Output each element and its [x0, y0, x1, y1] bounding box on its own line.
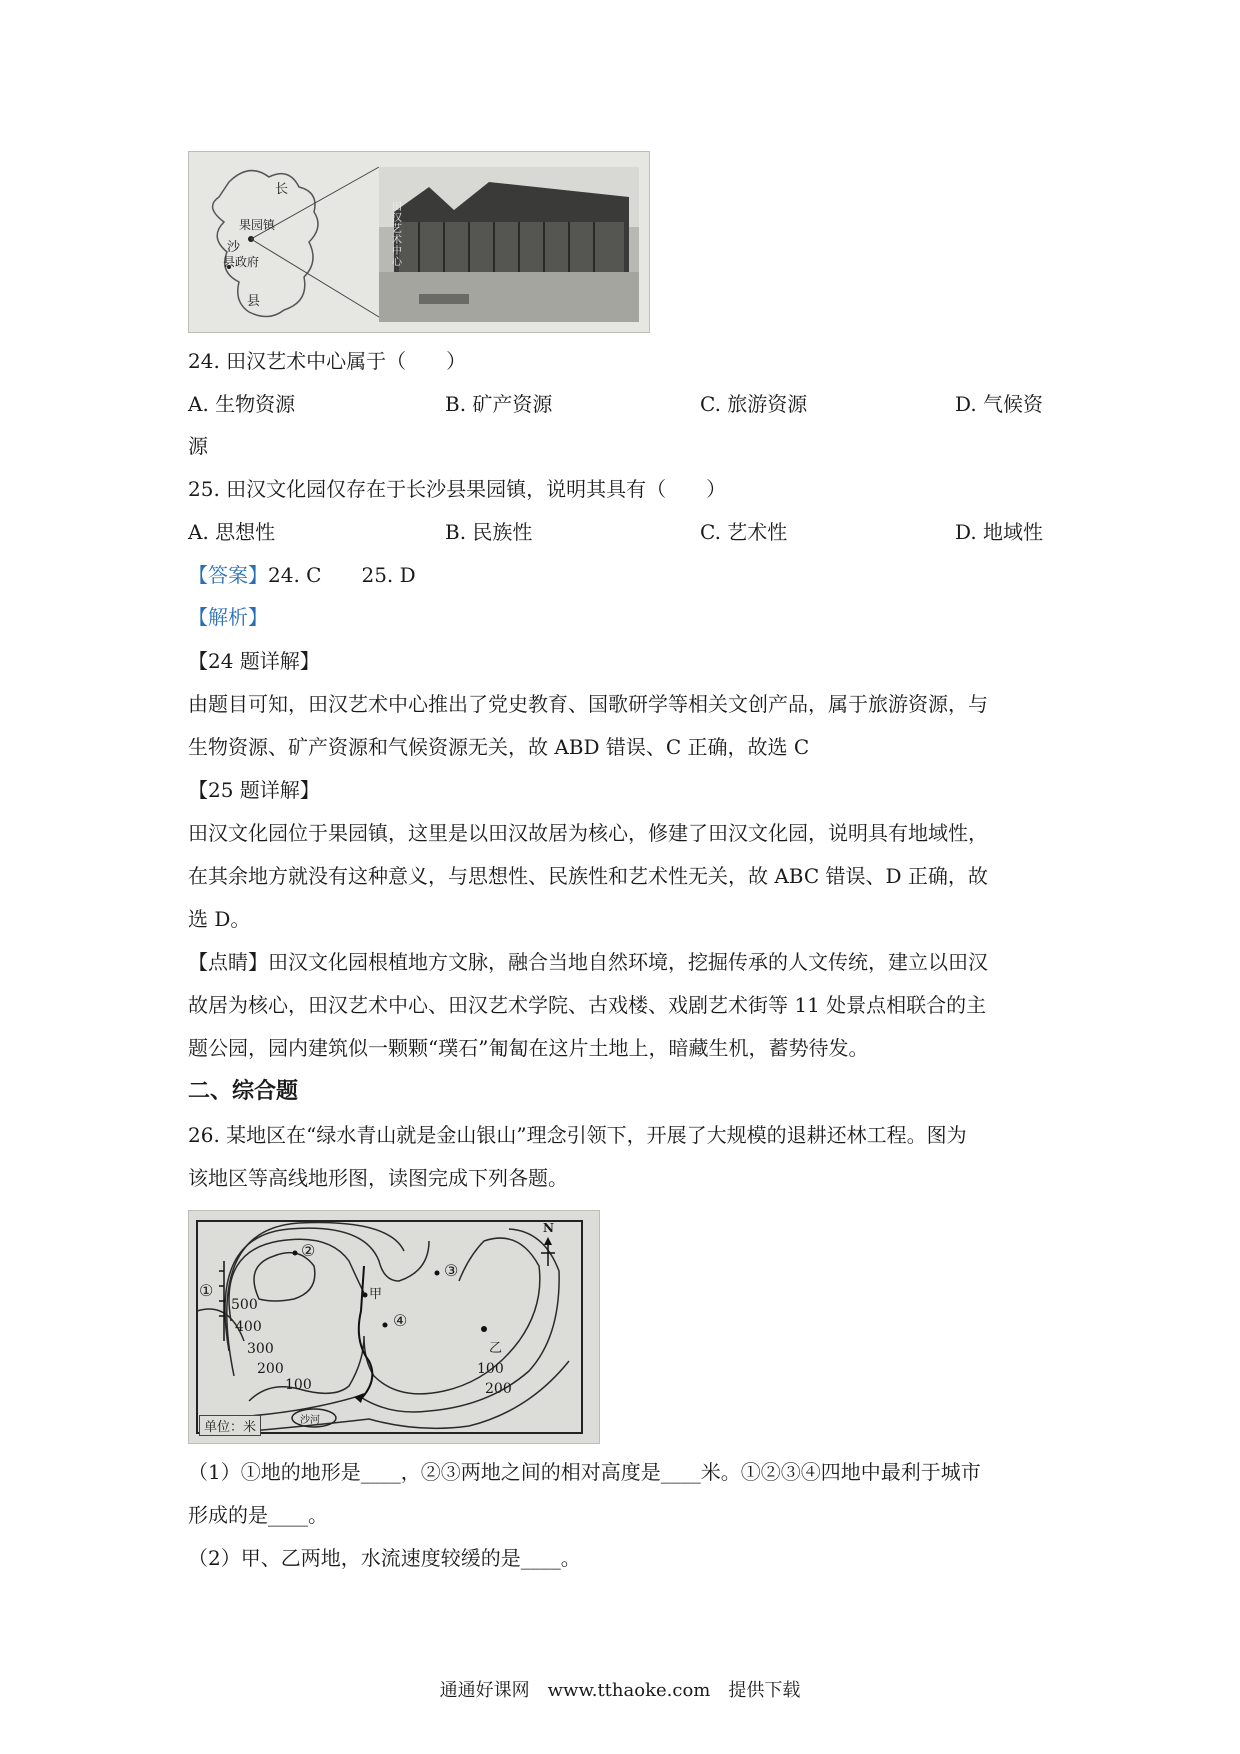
tip-line-3: 题公园，园内建筑似一颗颗“璞石”匍匐在这片土地上，暗藏生机，蓄势待发。	[188, 1036, 869, 1060]
building-sign: 田汉艺术中心	[392, 202, 402, 268]
contour-point-2: ②	[301, 1241, 316, 1260]
map-label-xian: 县	[247, 294, 261, 309]
page-footer: 通通好课网 www.tthaoke.com 提供下载	[439, 1680, 801, 1701]
answer-text: 24. C 25. D	[268, 563, 416, 587]
q24-option-d: D. 气候资	[955, 392, 1044, 416]
place-jia: 甲	[369, 1287, 383, 1302]
place-yi: 乙	[489, 1341, 503, 1356]
analysis-tag: 【解析】	[188, 605, 268, 629]
q24-analysis-heading: 【24 题详解】	[188, 649, 320, 673]
contour-100-east: 100	[477, 1361, 504, 1377]
q25-analysis-line-1: 田汉文化园位于果园镇，这里是以田汉故居为核心，修建了田汉文化园，说明具有地域性，	[188, 821, 988, 845]
q24-analysis-line-1: 由题目可知，田汉艺术中心推出了党史教育、国歌研学等相关文创产品，属于旅游资源，与	[188, 692, 988, 716]
contour-point-1: ①	[199, 1281, 214, 1300]
answer-tag: 【答案】	[188, 563, 268, 587]
q24-option-b: B. 矿产资源	[445, 392, 553, 416]
q25-option-b: B. 民族性	[445, 520, 533, 544]
q24-option-a: A. 生物资源	[188, 392, 296, 416]
river-label: 沙河	[300, 1415, 320, 1426]
q24-option-c: C. 旅游资源	[700, 392, 808, 416]
figure-contour-map	[188, 1210, 600, 1444]
tip-line-2: 故居为核心，田汉艺术中心、田汉艺术学院、古戏楼、戏剧艺术街等 11 处景点相联合的主	[188, 993, 987, 1017]
contour-300: 300	[247, 1341, 274, 1357]
q25-analysis-line-2: 在其余地方就没有这种意义，与思想性、民族性和艺术性无关，故 ABC 错误、D 正确，故	[188, 864, 988, 888]
unit-label: 单位：米	[199, 1415, 261, 1436]
q25-option-d: D. 地域性	[955, 520, 1044, 544]
q25-stem: 25. 田汉文化园仅存在于长沙县果园镇，说明其具有（ ）	[188, 477, 727, 501]
figure-location-map	[188, 151, 650, 333]
contour-100: 100	[285, 1377, 312, 1393]
north-label: N	[543, 1221, 554, 1235]
contour-point-3: ③	[444, 1261, 459, 1280]
answer-line	[188, 561, 416, 589]
q25-option-a: A. 思想性	[188, 520, 276, 544]
contour-200: 200	[257, 1361, 284, 1377]
q25-option-c: C. 艺术性	[700, 520, 788, 544]
q26-subquestion-2: （2）甲、乙两地，水流速度较缓的是____。	[188, 1546, 581, 1570]
q26-subquestion-1-line-1: （1）①地的地形是____，②③两地之间的相对高度是____米。①②③④四地中最利于城市	[188, 1460, 981, 1484]
q24-stem: 24. 田汉艺术中心属于（ ）	[188, 349, 467, 373]
map-label-chang: 长	[275, 182, 289, 197]
contour-point-4: ④	[393, 1311, 408, 1330]
q24-option-d-overflow: 源	[188, 434, 208, 458]
q25-analysis-heading: 【25 题详解】	[188, 778, 320, 802]
q26-subquestion-1-line-2: 形成的是____。	[188, 1503, 328, 1527]
map-label-sha: 沙	[227, 240, 241, 255]
map-label-county-gov: 县政府	[223, 255, 260, 269]
contour-500: 500	[231, 1297, 258, 1313]
contour-400: 400	[235, 1319, 262, 1335]
q26-stem-line-2: 该地区等高线地形图，读图完成下列各题。	[188, 1166, 568, 1190]
section-2-title: 二、综合题	[188, 1078, 299, 1104]
q26-stem-line-1: 26. 某地区在“绿水青山就是金山银山”理念引领下，开展了大规模的退耕还林工程。图为	[188, 1123, 967, 1147]
q24-analysis-line-2: 生物资源、矿产资源和气候资源无关，故 ABD 错误、C 正确，故选 C	[188, 735, 810, 759]
map-label-guoyuan: 果园镇	[239, 218, 276, 232]
q25-analysis-line-3: 选 D。	[188, 907, 251, 931]
tip-line-1: 【点睛】田汉文化园根植地方文脉，融合当地自然环境，挖掘传承的人文传统，建立以田汉	[188, 950, 988, 974]
contour-200-east: 200	[485, 1381, 512, 1397]
